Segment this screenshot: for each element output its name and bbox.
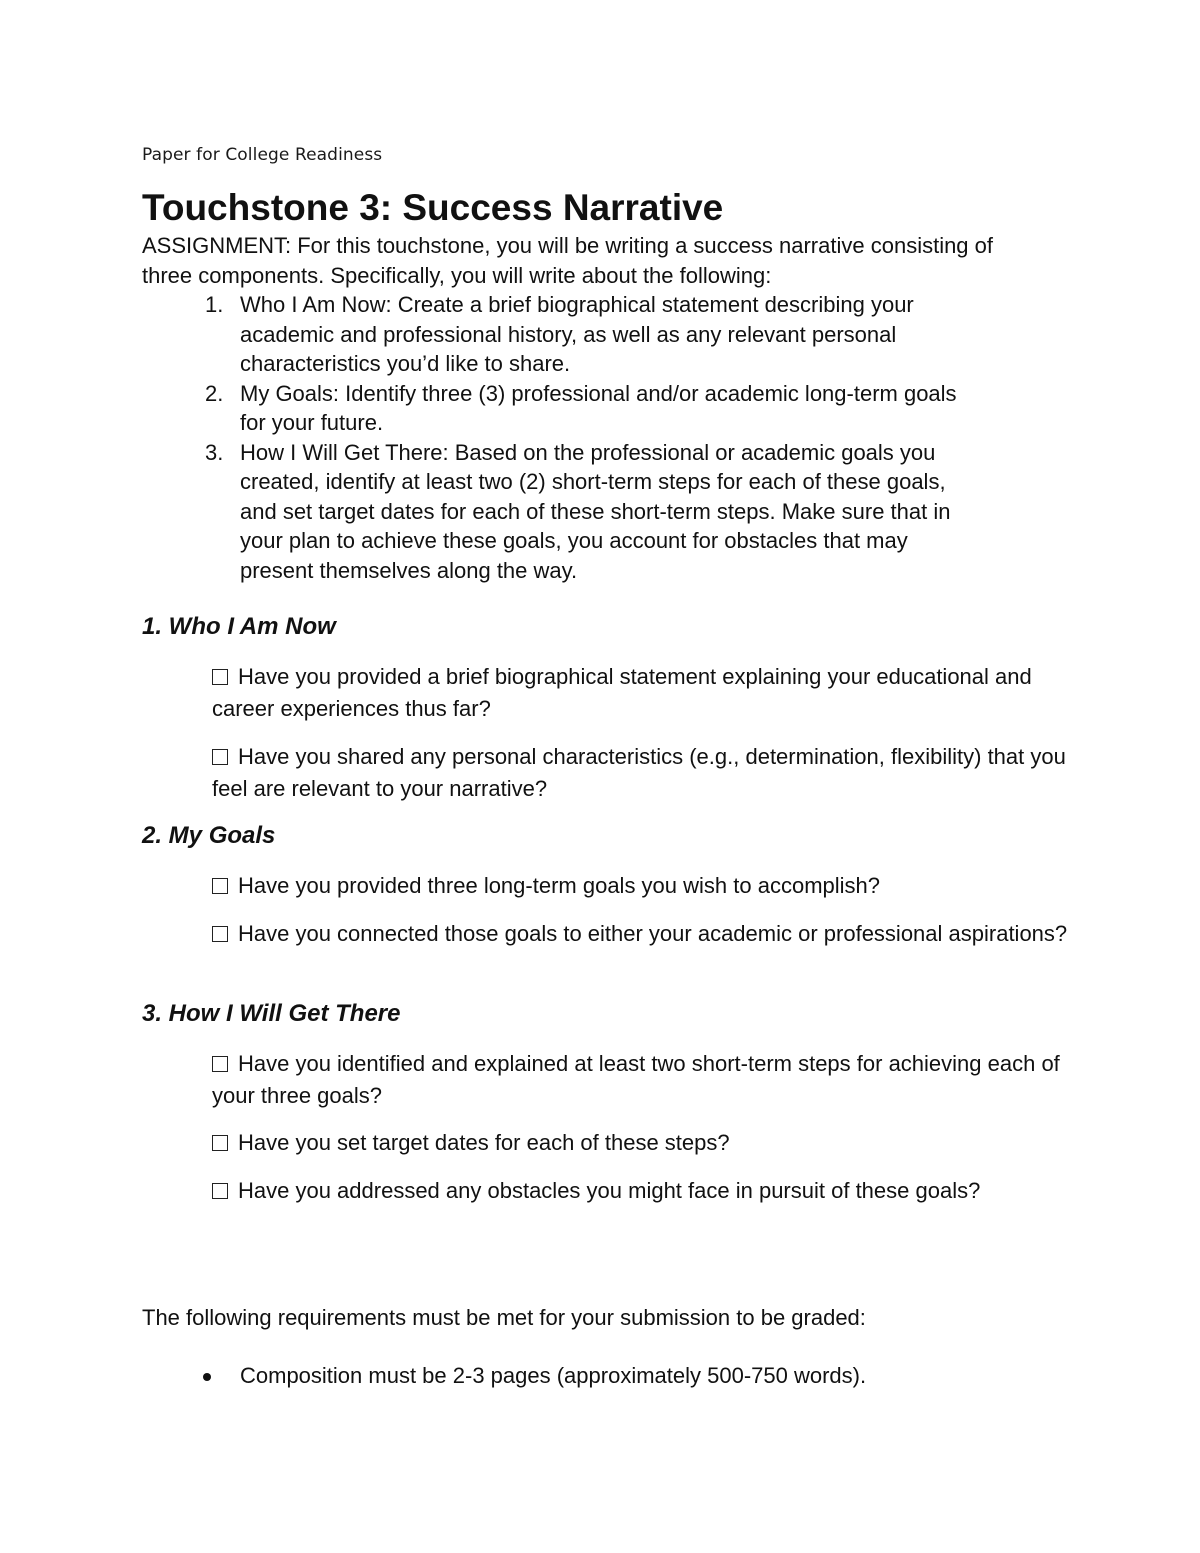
- checkbox[interactable]: [212, 1135, 228, 1151]
- component-number: 3.: [205, 439, 224, 465]
- requirements-list: [142, 1361, 866, 1391]
- checklist-item-text: Have you addressed any obstacles you might face in pursuit of these goals?: [238, 1178, 981, 1203]
- section-heading-my-goals: 2. My Goals: [142, 822, 276, 849]
- requirement-item: [142, 1361, 866, 1391]
- section-heading-who-i-am-now: 1. Who I Am Now: [142, 613, 336, 640]
- checklist-item: [212, 1048, 1072, 1112]
- bullet-icon: [203, 1373, 211, 1381]
- components-list: [142, 290, 1002, 585]
- checklist-item: [212, 1175, 1072, 1207]
- component-text: How I Will Get There: Based on the professional or academic goals you created, identify at least two (2) short-term steps for each of these goals, and set target dates for each of these short-term steps. Make sure that in your plan to achieve these goals, you account for obstacles that may present themselves along the way.: [240, 439, 951, 583]
- checklist-item-text: Have you set target dates for each of these steps?: [238, 1130, 730, 1155]
- checklist-item-text: Have you connected those goals to either your academic or professional aspirations?: [238, 921, 1068, 946]
- section-heading-how-i-will-get-there: 3. How I Will Get There: [142, 1000, 401, 1027]
- component-number: 2.: [205, 380, 224, 406]
- checkbox[interactable]: [212, 926, 228, 942]
- checklist-item: [212, 1127, 1072, 1159]
- checklist-item: [212, 918, 1072, 950]
- component-item: [142, 379, 980, 438]
- component-item: [142, 290, 980, 379]
- component-text: Who I Am Now: Create a brief biographical statement describing your academic and professional history, as well as any relevant personal characteristics you’d like to share.: [240, 292, 914, 376]
- checklist-item-text: Have you provided three long-term goals you wish to accomplish?: [238, 873, 880, 898]
- checkbox[interactable]: [212, 1056, 228, 1072]
- component-item: [142, 438, 980, 586]
- component-number: 1.: [205, 292, 224, 317]
- document-header: Paper for College Readiness: [142, 145, 383, 165]
- requirements-intro: The following requirements must be met for your submission to be graded:: [142, 1305, 866, 1330]
- document-title: Touchstone 3: Success Narrative: [142, 187, 724, 228]
- checkbox[interactable]: [212, 1183, 228, 1199]
- checklist-item: [212, 870, 1072, 902]
- assignment-intro: ASSIGNMENT: For this touchstone, you will be writing a success narrative consisting of three components. Specifically, you will write about the following:: [142, 233, 994, 288]
- checkbox[interactable]: [212, 669, 228, 685]
- checkbox[interactable]: [212, 749, 228, 765]
- checkbox[interactable]: [212, 878, 228, 894]
- checklist-item: [212, 741, 1072, 805]
- checklist-item: [212, 661, 1072, 725]
- component-text: My Goals: Identify three (3) professional and/or academic long-term goals for your future.: [240, 380, 957, 435]
- checklist-item-text: Have you provided a brief biographical statement explaining your educational and career experiences thus far?: [212, 664, 1032, 721]
- checklist-item-text: Have you identified and explained at least two short-term steps for achieving each of your three goals?: [212, 1051, 1060, 1108]
- requirement-text: Composition must be 2-3 pages (approximately 500-750 words).: [240, 1363, 867, 1388]
- checklist-item-text: Have you shared any personal characteristics (e.g., determination, flexibility) that you feel are relevant to your narrative?: [212, 744, 1066, 801]
